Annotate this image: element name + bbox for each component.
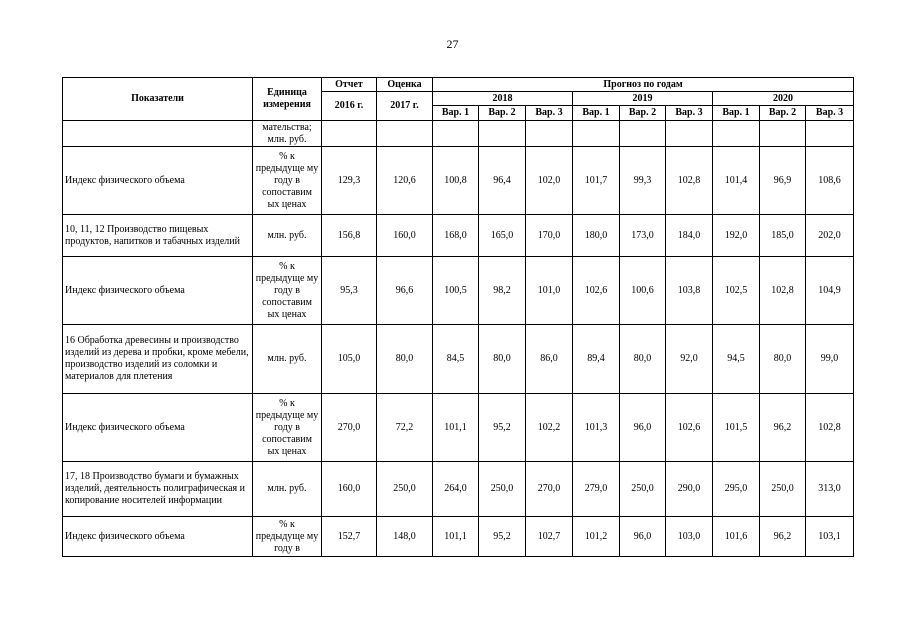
value-cell: 156,8 <box>322 215 377 257</box>
header-year-2019: 2019 <box>573 92 713 106</box>
header-variant: Вар. 2 <box>479 106 526 121</box>
table-row <box>63 462 854 517</box>
value-cell: 84,5 <box>433 325 479 394</box>
value-cell: 96,0 <box>620 394 666 462</box>
value-cell <box>806 121 854 147</box>
value-cell: 105,0 <box>322 325 377 394</box>
forecast-table <box>62 77 854 557</box>
value-cell <box>377 121 433 147</box>
value-cell: 165,0 <box>479 215 526 257</box>
value-cell: 101,3 <box>573 394 620 462</box>
value-cell: 120,6 <box>377 147 433 215</box>
value-cell: 94,5 <box>713 325 760 394</box>
value-cell: 102,5 <box>713 257 760 325</box>
value-cell: 101,5 <box>713 394 760 462</box>
value-cell: 250,0 <box>377 462 433 517</box>
value-cell: 98,2 <box>479 257 526 325</box>
value-cell: 99,3 <box>620 147 666 215</box>
value-cell: 270,0 <box>322 394 377 462</box>
value-cell <box>526 121 573 147</box>
value-cell: 290,0 <box>666 462 713 517</box>
unit-cell: мательства; млн. руб. <box>253 121 322 147</box>
value-cell: 72,2 <box>377 394 433 462</box>
header-indicator: Показатели <box>63 78 253 121</box>
value-cell: 101,6 <box>713 517 760 557</box>
value-cell: 101,4 <box>713 147 760 215</box>
value-cell: 160,0 <box>322 462 377 517</box>
value-cell: 108,6 <box>806 147 854 215</box>
value-cell: 168,0 <box>433 215 479 257</box>
value-cell: 202,0 <box>806 215 854 257</box>
value-cell: 103,0 <box>666 517 713 557</box>
indicator-name <box>63 121 253 147</box>
value-cell: 80,0 <box>377 325 433 394</box>
unit-cell: % к предыдуще му году в <box>253 517 322 557</box>
value-cell: 101,1 <box>433 517 479 557</box>
value-cell: 96,9 <box>760 147 806 215</box>
value-cell: 100,5 <box>433 257 479 325</box>
value-cell: 100,6 <box>620 257 666 325</box>
indicator-name: 17, 18 Производство бумаги и бумажных изделий, деятельность полиграфическая и копирование носителей информации <box>63 462 253 517</box>
value-cell: 270,0 <box>526 462 573 517</box>
header-variant: Вар. 1 <box>713 106 760 121</box>
value-cell: 92,0 <box>666 325 713 394</box>
value-cell: 80,0 <box>620 325 666 394</box>
value-cell: 96,2 <box>760 517 806 557</box>
header-variant: Вар. 2 <box>620 106 666 121</box>
value-cell <box>479 121 526 147</box>
value-cell: 96,6 <box>377 257 433 325</box>
value-cell: 173,0 <box>620 215 666 257</box>
value-cell: 102,6 <box>573 257 620 325</box>
value-cell: 250,0 <box>479 462 526 517</box>
value-cell: 95,2 <box>479 517 526 557</box>
value-cell: 185,0 <box>760 215 806 257</box>
value-cell: 95,3 <box>322 257 377 325</box>
indicator-name: Индекс физического объема <box>63 394 253 462</box>
unit-cell: % к предыдуще му году в сопоставим ых ценах <box>253 147 322 215</box>
value-cell <box>573 121 620 147</box>
value-cell: 170,0 <box>526 215 573 257</box>
value-cell: 104,9 <box>806 257 854 325</box>
value-cell <box>433 121 479 147</box>
value-cell: 129,3 <box>322 147 377 215</box>
unit-cell: % к предыдуще му году в сопоставим ых ценах <box>253 257 322 325</box>
value-cell: 103,1 <box>806 517 854 557</box>
value-cell: 80,0 <box>760 325 806 394</box>
value-cell <box>322 121 377 147</box>
value-cell: 184,0 <box>666 215 713 257</box>
header-variant: Вар. 1 <box>573 106 620 121</box>
value-cell: 295,0 <box>713 462 760 517</box>
value-cell: 102,8 <box>760 257 806 325</box>
unit-cell: млн. руб. <box>253 325 322 394</box>
unit-cell: % к предыдуще му году в сопоставим ых ценах <box>253 394 322 462</box>
table-row <box>63 325 854 394</box>
table-row <box>63 215 854 257</box>
table-row <box>63 394 854 462</box>
indicator-name: 10, 11, 12 Производство пищевых продуктов, напитков и табачных изделий <box>63 215 253 257</box>
header-unit: Единица измерения <box>253 78 322 121</box>
value-cell: 152,7 <box>322 517 377 557</box>
value-cell: 192,0 <box>713 215 760 257</box>
value-cell: 89,4 <box>573 325 620 394</box>
value-cell: 102,8 <box>666 147 713 215</box>
value-cell: 102,6 <box>666 394 713 462</box>
unit-cell: млн. руб. <box>253 215 322 257</box>
header-variant: Вар. 3 <box>806 106 854 121</box>
header-row-1 <box>63 78 854 92</box>
value-cell: 101,7 <box>573 147 620 215</box>
header-forecast: Прогноз по годам <box>433 78 854 92</box>
value-cell: 264,0 <box>433 462 479 517</box>
value-cell: 101,1 <box>433 394 479 462</box>
page-number: 27 <box>446 37 459 51</box>
indicator-name: Индекс физического объема <box>63 147 253 215</box>
value-cell: 96,4 <box>479 147 526 215</box>
value-cell <box>760 121 806 147</box>
header-report: Отчет <box>322 78 377 92</box>
value-cell: 96,2 <box>760 394 806 462</box>
indicator-name: 16 Обработка древесины и производство изделий из дерева и пробки, кроме мебели, производство изделий из соломки и материалов для плетения <box>63 325 253 394</box>
header-variant: Вар. 3 <box>666 106 713 121</box>
header-report-year: 2016 г. <box>322 92 377 121</box>
value-cell: 99,0 <box>806 325 854 394</box>
value-cell: 160,0 <box>377 215 433 257</box>
value-cell: 250,0 <box>620 462 666 517</box>
value-cell: 102,7 <box>526 517 573 557</box>
value-cell <box>620 121 666 147</box>
value-cell: 313,0 <box>806 462 854 517</box>
header-variant: Вар. 1 <box>433 106 479 121</box>
table-row <box>63 257 854 325</box>
value-cell: 102,0 <box>526 147 573 215</box>
value-cell: 101,2 <box>573 517 620 557</box>
header-estimate-year: 2017 г. <box>377 92 433 121</box>
value-cell: 100,8 <box>433 147 479 215</box>
indicator-name: Индекс физического объема <box>63 517 253 557</box>
header-year-2018: 2018 <box>433 92 573 106</box>
value-cell: 86,0 <box>526 325 573 394</box>
table-row <box>63 121 854 147</box>
value-cell: 148,0 <box>377 517 433 557</box>
value-cell: 96,0 <box>620 517 666 557</box>
value-cell <box>713 121 760 147</box>
value-cell: 95,2 <box>479 394 526 462</box>
value-cell: 180,0 <box>573 215 620 257</box>
value-cell: 279,0 <box>573 462 620 517</box>
header-variant: Вар. 3 <box>526 106 573 121</box>
value-cell: 103,8 <box>666 257 713 325</box>
value-cell: 102,2 <box>526 394 573 462</box>
header-variant: Вар. 2 <box>760 106 806 121</box>
indicator-name: Индекс физического объема <box>63 257 253 325</box>
value-cell <box>666 121 713 147</box>
table-row <box>63 517 854 557</box>
value-cell: 101,0 <box>526 257 573 325</box>
unit-cell: млн. руб. <box>253 462 322 517</box>
header-year-2020: 2020 <box>713 92 854 106</box>
table-row <box>63 147 854 215</box>
header-estimate: Оценка <box>377 78 433 92</box>
value-cell: 102,8 <box>806 394 854 462</box>
value-cell: 80,0 <box>479 325 526 394</box>
value-cell: 250,0 <box>760 462 806 517</box>
